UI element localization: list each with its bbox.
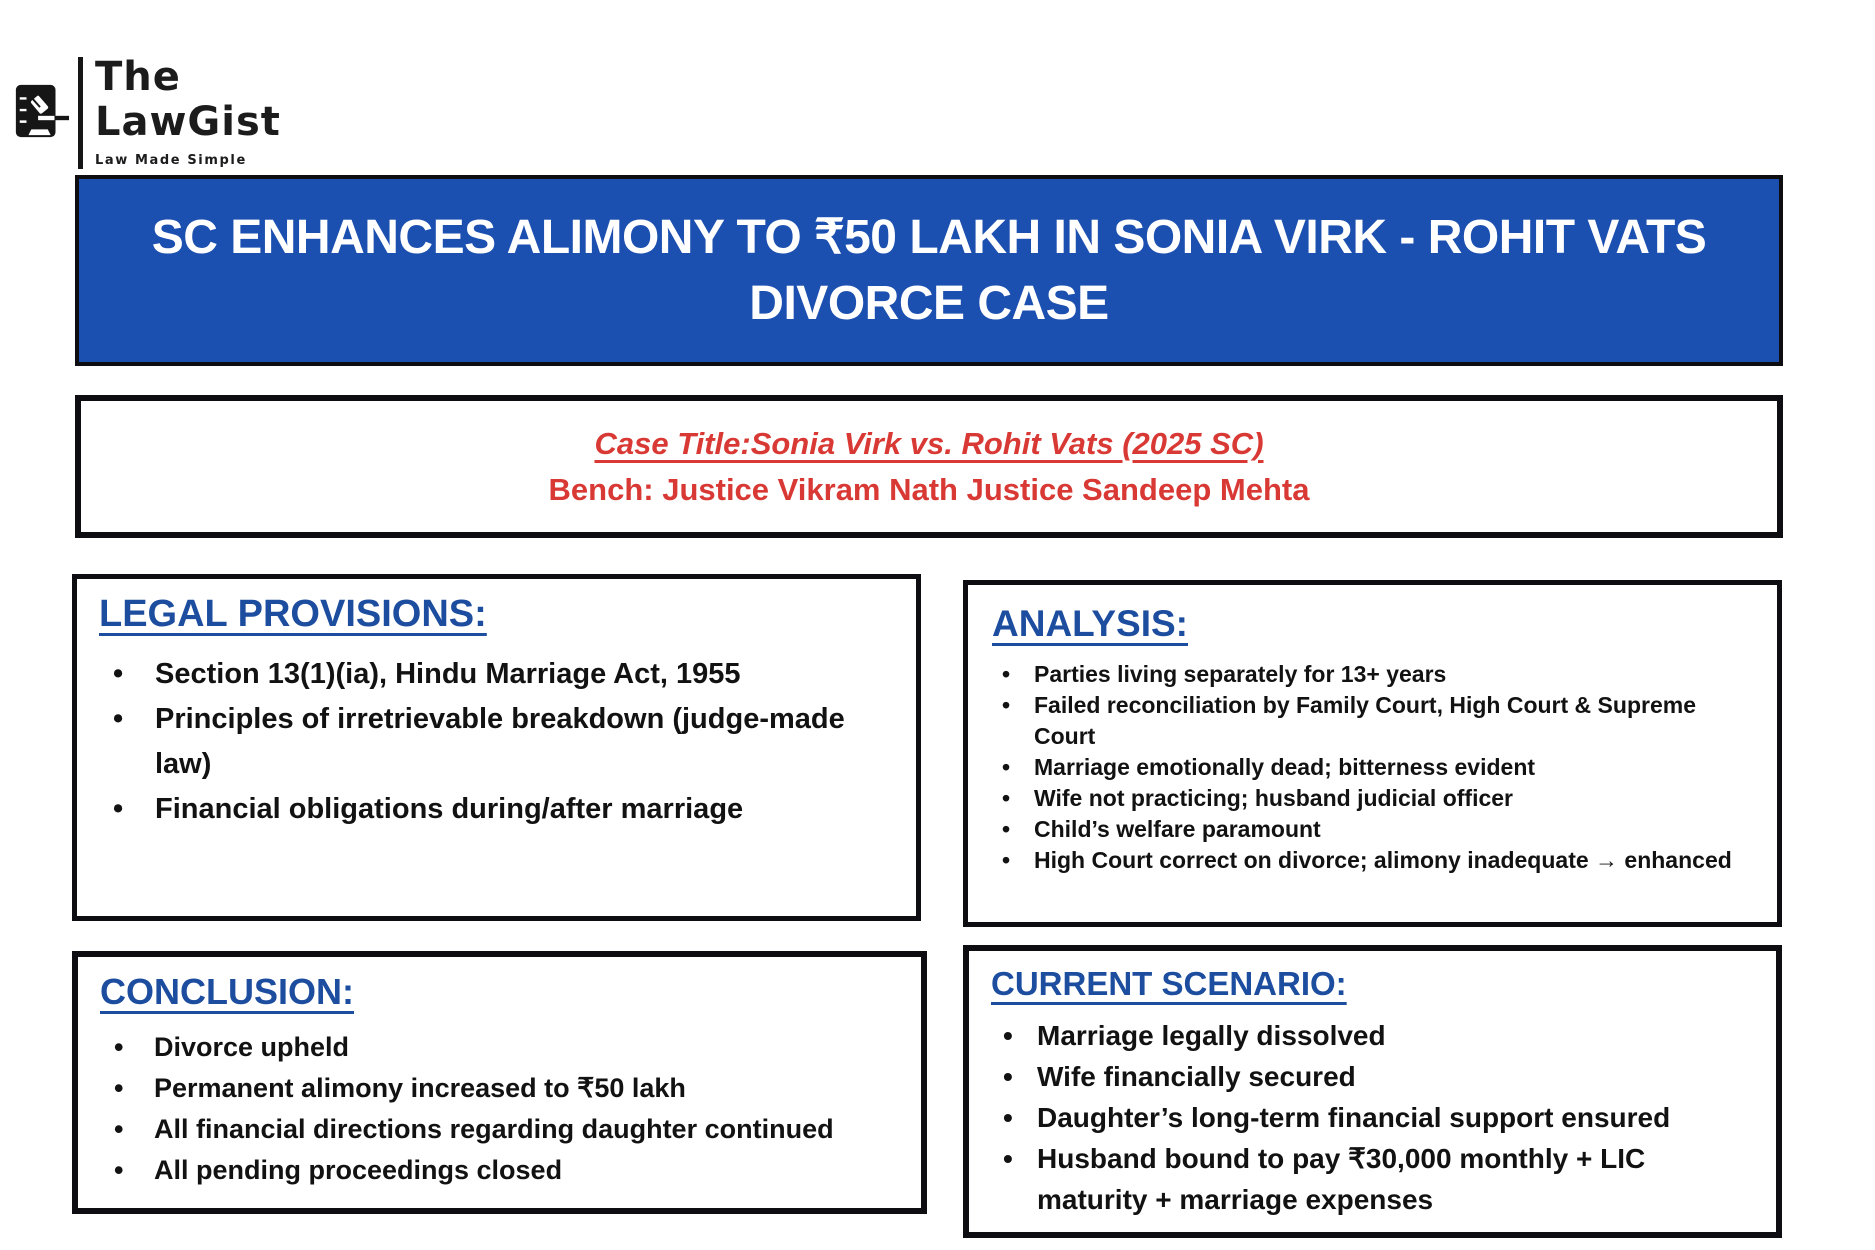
list-item: • Permanent alimony increased to ₹50 lakh bbox=[100, 1068, 899, 1109]
legal-provisions-section bbox=[72, 574, 921, 921]
current-scenario-section bbox=[963, 945, 1782, 1238]
bench-line: Bench: Justice Vikram Nath Justice Sandeep Mehta bbox=[548, 471, 1310, 507]
brand-name bbox=[95, 55, 281, 168]
list-item: • All pending proceedings closed bbox=[100, 1150, 899, 1191]
list-item: • Failed reconciliation by Family Court, High Court & Supreme Court bbox=[992, 690, 1753, 752]
conclusion-list bbox=[100, 1027, 899, 1191]
conclusion-section bbox=[72, 951, 927, 1214]
conclusion-heading: CONCLUSION: bbox=[100, 971, 354, 1012]
list-item: • Wife financially secured bbox=[991, 1056, 1754, 1097]
headline-banner bbox=[75, 175, 1783, 366]
legal-provisions-list bbox=[99, 652, 894, 832]
analysis-section bbox=[963, 580, 1782, 927]
list-item: • Section 13(1)(ia), Hindu Marriage Act, 1955 bbox=[99, 652, 894, 697]
brand-line-2: LawGist bbox=[95, 99, 281, 145]
current-scenario-heading: CURRENT SCENARIO: bbox=[991, 965, 1347, 1002]
list-item: • Marriage legally dissolved bbox=[991, 1015, 1754, 1056]
list-item: • Husband bound to pay ₹30,000 monthly + LIC maturity + marriage expenses bbox=[991, 1138, 1754, 1220]
case-title: Case Title:Sonia Virk vs. Rohit Vats (2025 SC) bbox=[594, 425, 1264, 461]
analysis-list bbox=[992, 659, 1753, 876]
brand-line-1: The bbox=[95, 54, 181, 100]
list-item: • Wife not practicing; husband judicial officer bbox=[992, 783, 1753, 814]
lawgist-logo bbox=[12, 55, 281, 169]
legal-provisions-heading: LEGAL PROVISIONS: bbox=[99, 593, 487, 635]
headline-line-1: SC ENHANCES ALIMONY TO ₹50 LAKH IN SONIA VIRK - ROHIT VATS bbox=[151, 210, 1707, 264]
headline-line-2: DIVORCE CASE bbox=[749, 276, 1109, 330]
list-item: • Principles of irretrievable breakdown (judge-made law) bbox=[99, 697, 894, 787]
list-item: • High Court correct on divorce; alimony inadequate → enhanced bbox=[992, 845, 1753, 876]
brand-tagline: Law Made Simple bbox=[95, 153, 247, 168]
list-item: • Parties living separately for 13+ years bbox=[992, 659, 1753, 690]
list-item: • Child’s welfare paramount bbox=[992, 814, 1753, 845]
list-item: • Marriage emotionally dead; bitterness evident bbox=[992, 752, 1753, 783]
list-item: • Divorce upheld bbox=[100, 1027, 899, 1068]
list-item: • Daughter’s long-term financial support ensured bbox=[991, 1097, 1754, 1138]
list-item: • Financial obligations during/after marriage bbox=[99, 787, 894, 832]
current-scenario-list bbox=[991, 1015, 1754, 1220]
list-item: • All financial directions regarding daughter continued bbox=[100, 1109, 899, 1150]
analysis-heading: ANALYSIS: bbox=[992, 603, 1189, 644]
case-info-box bbox=[75, 395, 1783, 538]
book-gavel-icon bbox=[12, 75, 70, 147]
logo-divider bbox=[78, 57, 83, 169]
